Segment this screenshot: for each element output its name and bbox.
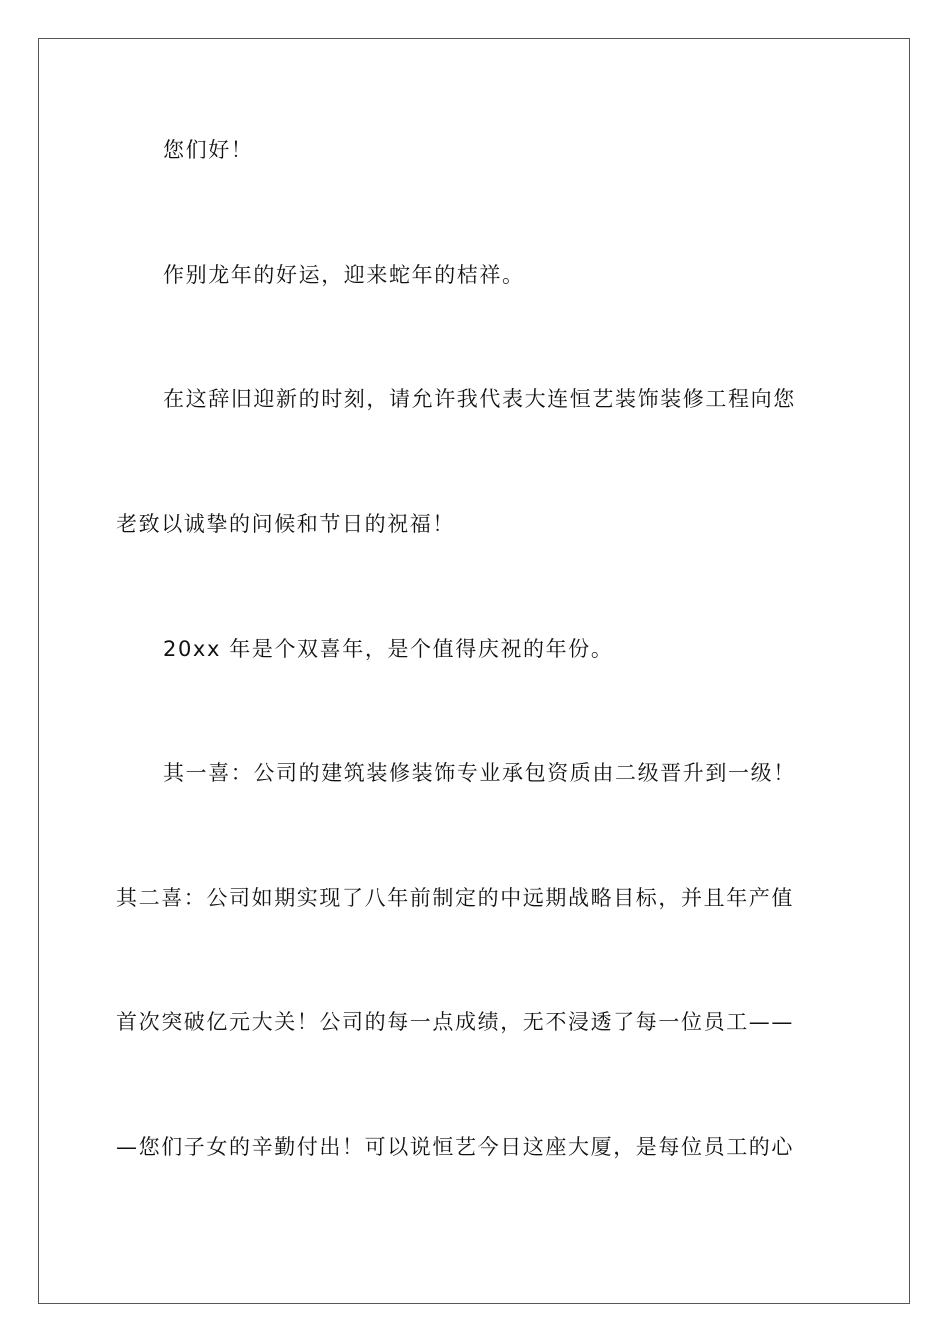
paragraph-line: 20xx 年是个双喜年，是个值得庆祝的年份。 — [163, 637, 614, 661]
paragraph-line: 其一喜：公司的建筑装修装饰专业承包资质由二级晋升到一级！ — [163, 761, 796, 785]
paragraph-line: 在这辞旧迎新的时刻，请允许我代表大连恒艺装饰装修工程向您 — [163, 387, 796, 411]
paragraph-line: 其二喜：公司如期实现了八年前制定的中远期战略目标，并且年产值 — [116, 886, 794, 910]
page-border — [38, 38, 910, 1304]
paragraph-line: 首次突破亿元大关！公司的每一点成绩，无不浸透了每一位员工—— — [116, 1010, 794, 1034]
greeting-line: 您们好！ — [163, 138, 254, 162]
paragraph-line: —您们子女的辛勤付出！可以说恒艺今日这座大厦，是每位员工的心 — [116, 1135, 794, 1159]
paragraph-line: 老致以诚挚的问候和节日的祝福！ — [116, 512, 455, 536]
paragraph-line: 作别龙年的好运，迎来蛇年的桔祥。 — [163, 263, 525, 287]
